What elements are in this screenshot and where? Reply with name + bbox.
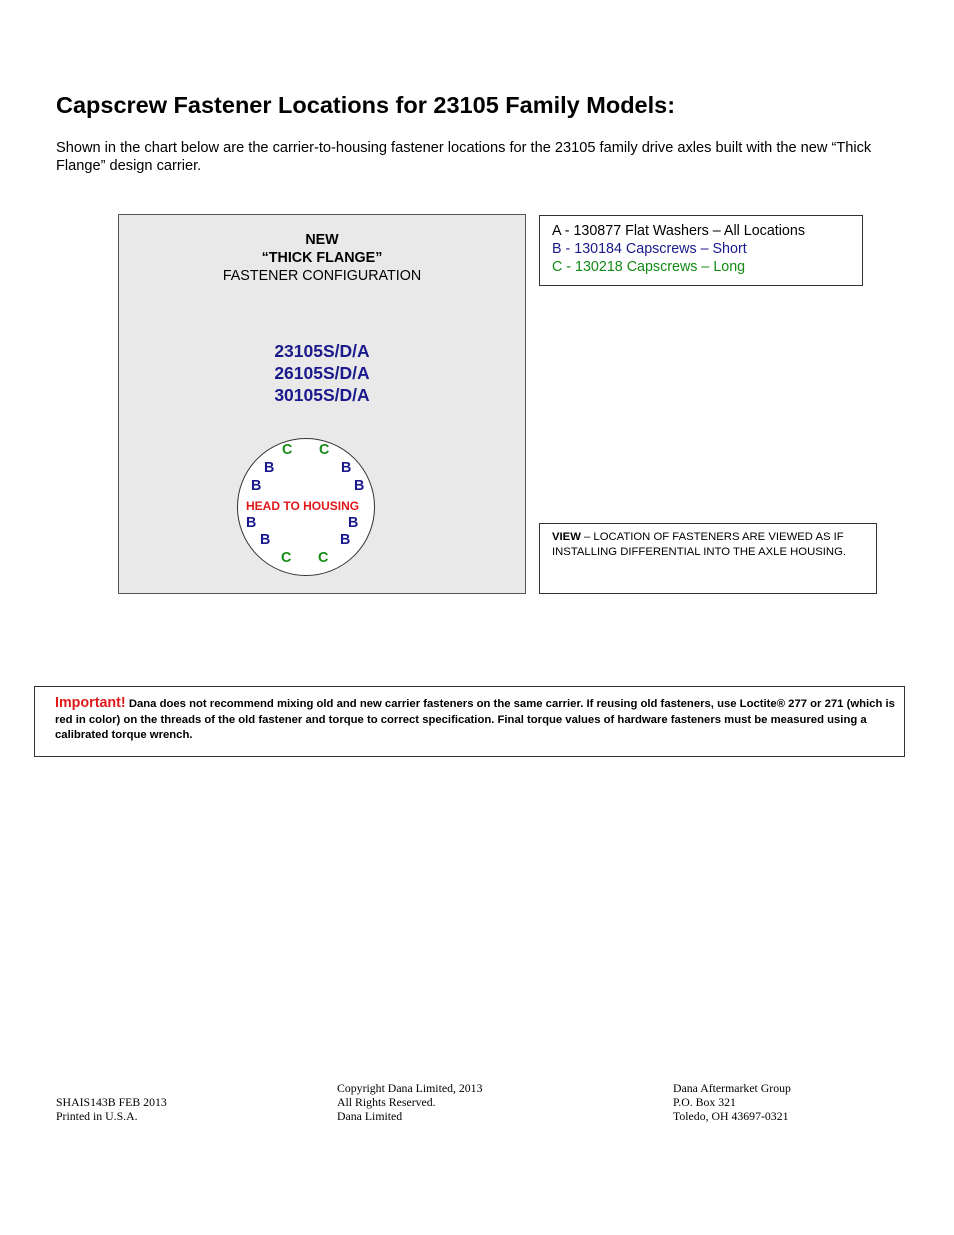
view-note-text: – LOCATION OF FASTENERS ARE VIEWED AS IF INSTALLING DIFFERENTIAL INTO THE AXLE HOUSING. <box>552 531 846 558</box>
fastener-b-mid-upper-right: B <box>354 478 365 494</box>
fastener-c-bottom-right: C <box>318 550 329 566</box>
fastener-b-lower-right: B <box>340 532 351 548</box>
footer-doc-code: SHAIS143B FEB 2013 <box>56 1095 167 1109</box>
footer-printed: Printed in U.S.A. <box>56 1109 138 1123</box>
fastener-configuration-panel <box>118 214 526 594</box>
legend-item-b: B - 130184 Capscrews – Short <box>552 241 747 257</box>
page-title: Capscrew Fastener Locations for 23105 Family Models: <box>56 92 676 118</box>
fastener-legend <box>539 215 863 286</box>
fastener-b-upper-left: B <box>264 460 275 476</box>
view-note <box>552 530 870 559</box>
fastener-b-mid-lower-left: B <box>246 515 257 531</box>
footer-group: Dana Aftermarket Group <box>673 1081 791 1095</box>
head-to-housing-label: HEAD TO HOUSING <box>246 499 360 513</box>
footer-right <box>673 1081 791 1123</box>
footer-left <box>56 1095 167 1123</box>
footer-rights: All Rights Reserved. <box>337 1095 436 1109</box>
fastener-c-top-right: C <box>319 442 330 458</box>
fastener-circle-diagram <box>237 438 375 576</box>
model-number: 23105S/D/A <box>274 341 370 361</box>
important-text: Dana does not recommend mixing old and new carrier fasteners on the same carrier. If reusing old fasteners, use Loctite® 277 or 271 (which is red in color) on the threads of the old fastener and torque to correct specification. Final torque values of hardware fasteners must be measured using a calibrated torque wrench. <box>55 698 895 741</box>
panel-heading-new: NEW <box>305 232 339 248</box>
fastener-c-top-left: C <box>282 442 293 458</box>
fastener-b-upper-right: B <box>341 460 352 476</box>
footer-middle <box>337 1081 482 1123</box>
footer-po-box: P.O. Box 321 <box>673 1095 736 1109</box>
panel-heading-configuration: FASTENER CONFIGURATION <box>222 268 422 284</box>
important-notice <box>55 696 897 744</box>
footer-copyright: Copyright Dana Limited, 2013 <box>337 1081 483 1095</box>
fastener-b-mid-lower-right: B <box>348 515 359 531</box>
legend-item-a: A - 130877 Flat Washers – All Locations <box>552 223 805 239</box>
intro-paragraph: Shown in the chart below are the carrier-to-housing fastener locations for the 23105 family drive axles built with the new “Thick Flange” design carrier. <box>56 140 872 174</box>
panel-heading-thick-flange: “THICK FLANGE” <box>261 250 383 266</box>
fastener-c-bottom-left: C <box>281 550 292 566</box>
model-number: 30105S/D/A <box>274 385 370 405</box>
legend-item-c: C - 130218 Capscrews – Long <box>552 259 746 275</box>
model-number: 26105S/D/A <box>274 363 370 383</box>
important-notice-box <box>34 686 905 757</box>
fastener-b-lower-left: B <box>260 532 271 548</box>
footer-company: Dana Limited <box>337 1109 403 1123</box>
important-lead: Important! <box>55 695 126 711</box>
fastener-b-mid-upper-left: B <box>251 478 262 494</box>
view-note-lead: VIEW <box>552 531 581 543</box>
view-note-box <box>539 523 877 594</box>
footer-city: Toledo, OH 43697-0321 <box>673 1109 789 1123</box>
